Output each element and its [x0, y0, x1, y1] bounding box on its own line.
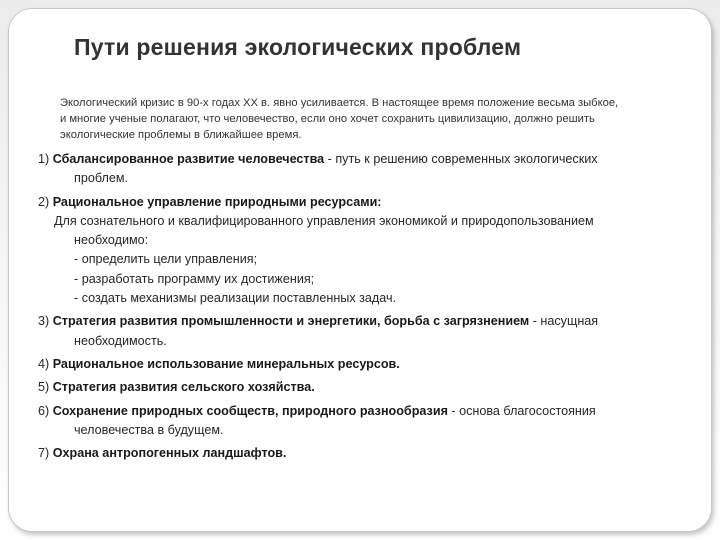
slide-title: Пути решения экологических проблем — [74, 34, 522, 60]
item-heading: Сбалансированное развитие человечества — [52, 152, 325, 166]
item-text: - насущная — [529, 314, 599, 329]
item-number: 7) — [38, 446, 50, 461]
solutions-list — [38, 150, 712, 467]
intro-line: экологические проблемы в ближайшее время. — [60, 129, 302, 141]
intro-line: и многие ученые полагают, что человечество, если оно хочет сохранить цивилизацию, должно решить — [60, 113, 595, 125]
item-heading: Охрана антропогенных ландшафтов. — [52, 446, 287, 461]
list-item — [38, 312, 712, 351]
sub-item: - создать механизмы реализации поставленных задач. — [74, 291, 397, 306]
item-continuation: необходимо: — [74, 233, 149, 248]
list-item — [38, 355, 712, 374]
item-number: 3) — [38, 314, 50, 329]
item-heading: Стратегия развития сельского хозяйства. — [52, 380, 315, 395]
item-number: 2) — [38, 194, 50, 209]
list-item — [38, 150, 712, 189]
item-heading: Сохранение природных сообществ, природного разнообразия — [52, 403, 448, 418]
item-number: 5) — [38, 380, 50, 395]
intro-paragraph — [60, 95, 706, 143]
item-heading: Рациональное использование минеральных ресурсов. — [52, 356, 400, 371]
item-continuation: проблем. — [74, 171, 128, 186]
list-item — [38, 378, 712, 397]
item-number: 1) — [38, 152, 50, 166]
intro-line: Экологический кризис в 90-х годах XX в. явно усиливается. В настоящее время положение весьма зыбкое, — [60, 97, 619, 109]
sub-item: - разработать программу их достижения; — [74, 271, 315, 286]
item-text: - основа благосостояния — [447, 403, 596, 418]
item-continuation: человечества в будущем. — [74, 422, 224, 437]
list-item — [38, 193, 712, 309]
item-heading: Рациональное управление природными ресурсами: — [52, 194, 382, 209]
list-item — [38, 444, 712, 463]
list-item — [38, 402, 712, 441]
item-subintro: Для сознательного и квалифицированного управления экономикой и природопользованием — [54, 213, 594, 228]
item-text: - путь к решению современных экологических — [324, 152, 598, 166]
item-heading: Стратегия развития промышленности и энергетики, борьба с загрязнением — [52, 314, 530, 329]
item-number: 6) — [38, 403, 50, 418]
item-number: 4) — [38, 356, 50, 371]
sub-item: - определить цели управления; — [74, 252, 258, 267]
item-continuation: необходимость. — [74, 333, 167, 348]
